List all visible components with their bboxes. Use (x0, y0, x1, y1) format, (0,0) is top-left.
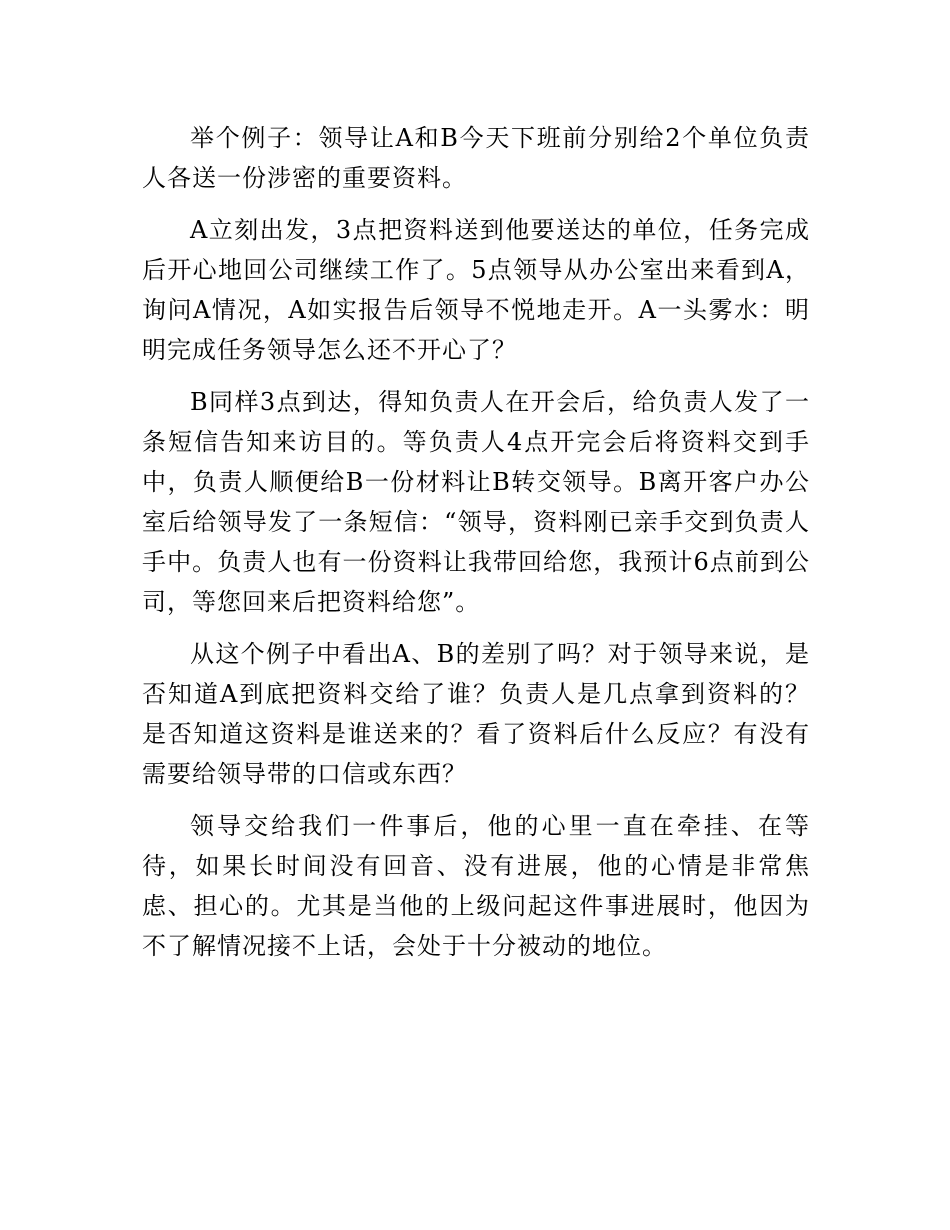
paragraph-3: B同样3点到达，得知负责人在开会后，给负责人发了一条短信告知来访目的。等负责人4点开完会后将资料交到手中，负责人顺便给B一份材料让B转交领导。B离开客户办公室后给领导发了一条短信：“领导，资料刚已亲手交到负责人手中。负责人也有一份资料让我带回给您，我预计6点前到公司，等您回来后把资料给您”。 (142, 388, 810, 616)
document-body (142, 118, 810, 978)
paragraph-1: 举个例子：领导让A和B今天下班前分别给2个单位负责人各送一份涉密的重要资料。 (142, 124, 810, 192)
paragraph-4: 从这个例子中看出A、B的差别了吗？对于领导来说，是否知道A到底把资料交给了谁？负责人是几点拿到资料的？是否知道这资料是谁送来的？看了资料后什么反应？有没有需要给领导带的口信或东西？ (142, 640, 810, 788)
paragraph-5: 领导交给我们一件事后，他的心里一直在牵挂、在等待，如果长时间没有回音、没有进展，他的心情是非常焦虑、担心的。尤其是当他的上级问起这件事进展时，他因为不了解情况接不上话，会处于十分被动的地位。 (142, 812, 810, 960)
paragraph-2: A立刻出发，3点把资料送到他要送达的单位，任务完成后开心地回公司继续工作了。5点领导从办公室出来看到A，询问A情况，A如实报告后领导不悦地走开。A一头雾水：明明完成任务领导怎么还不开心了？ (142, 216, 810, 364)
